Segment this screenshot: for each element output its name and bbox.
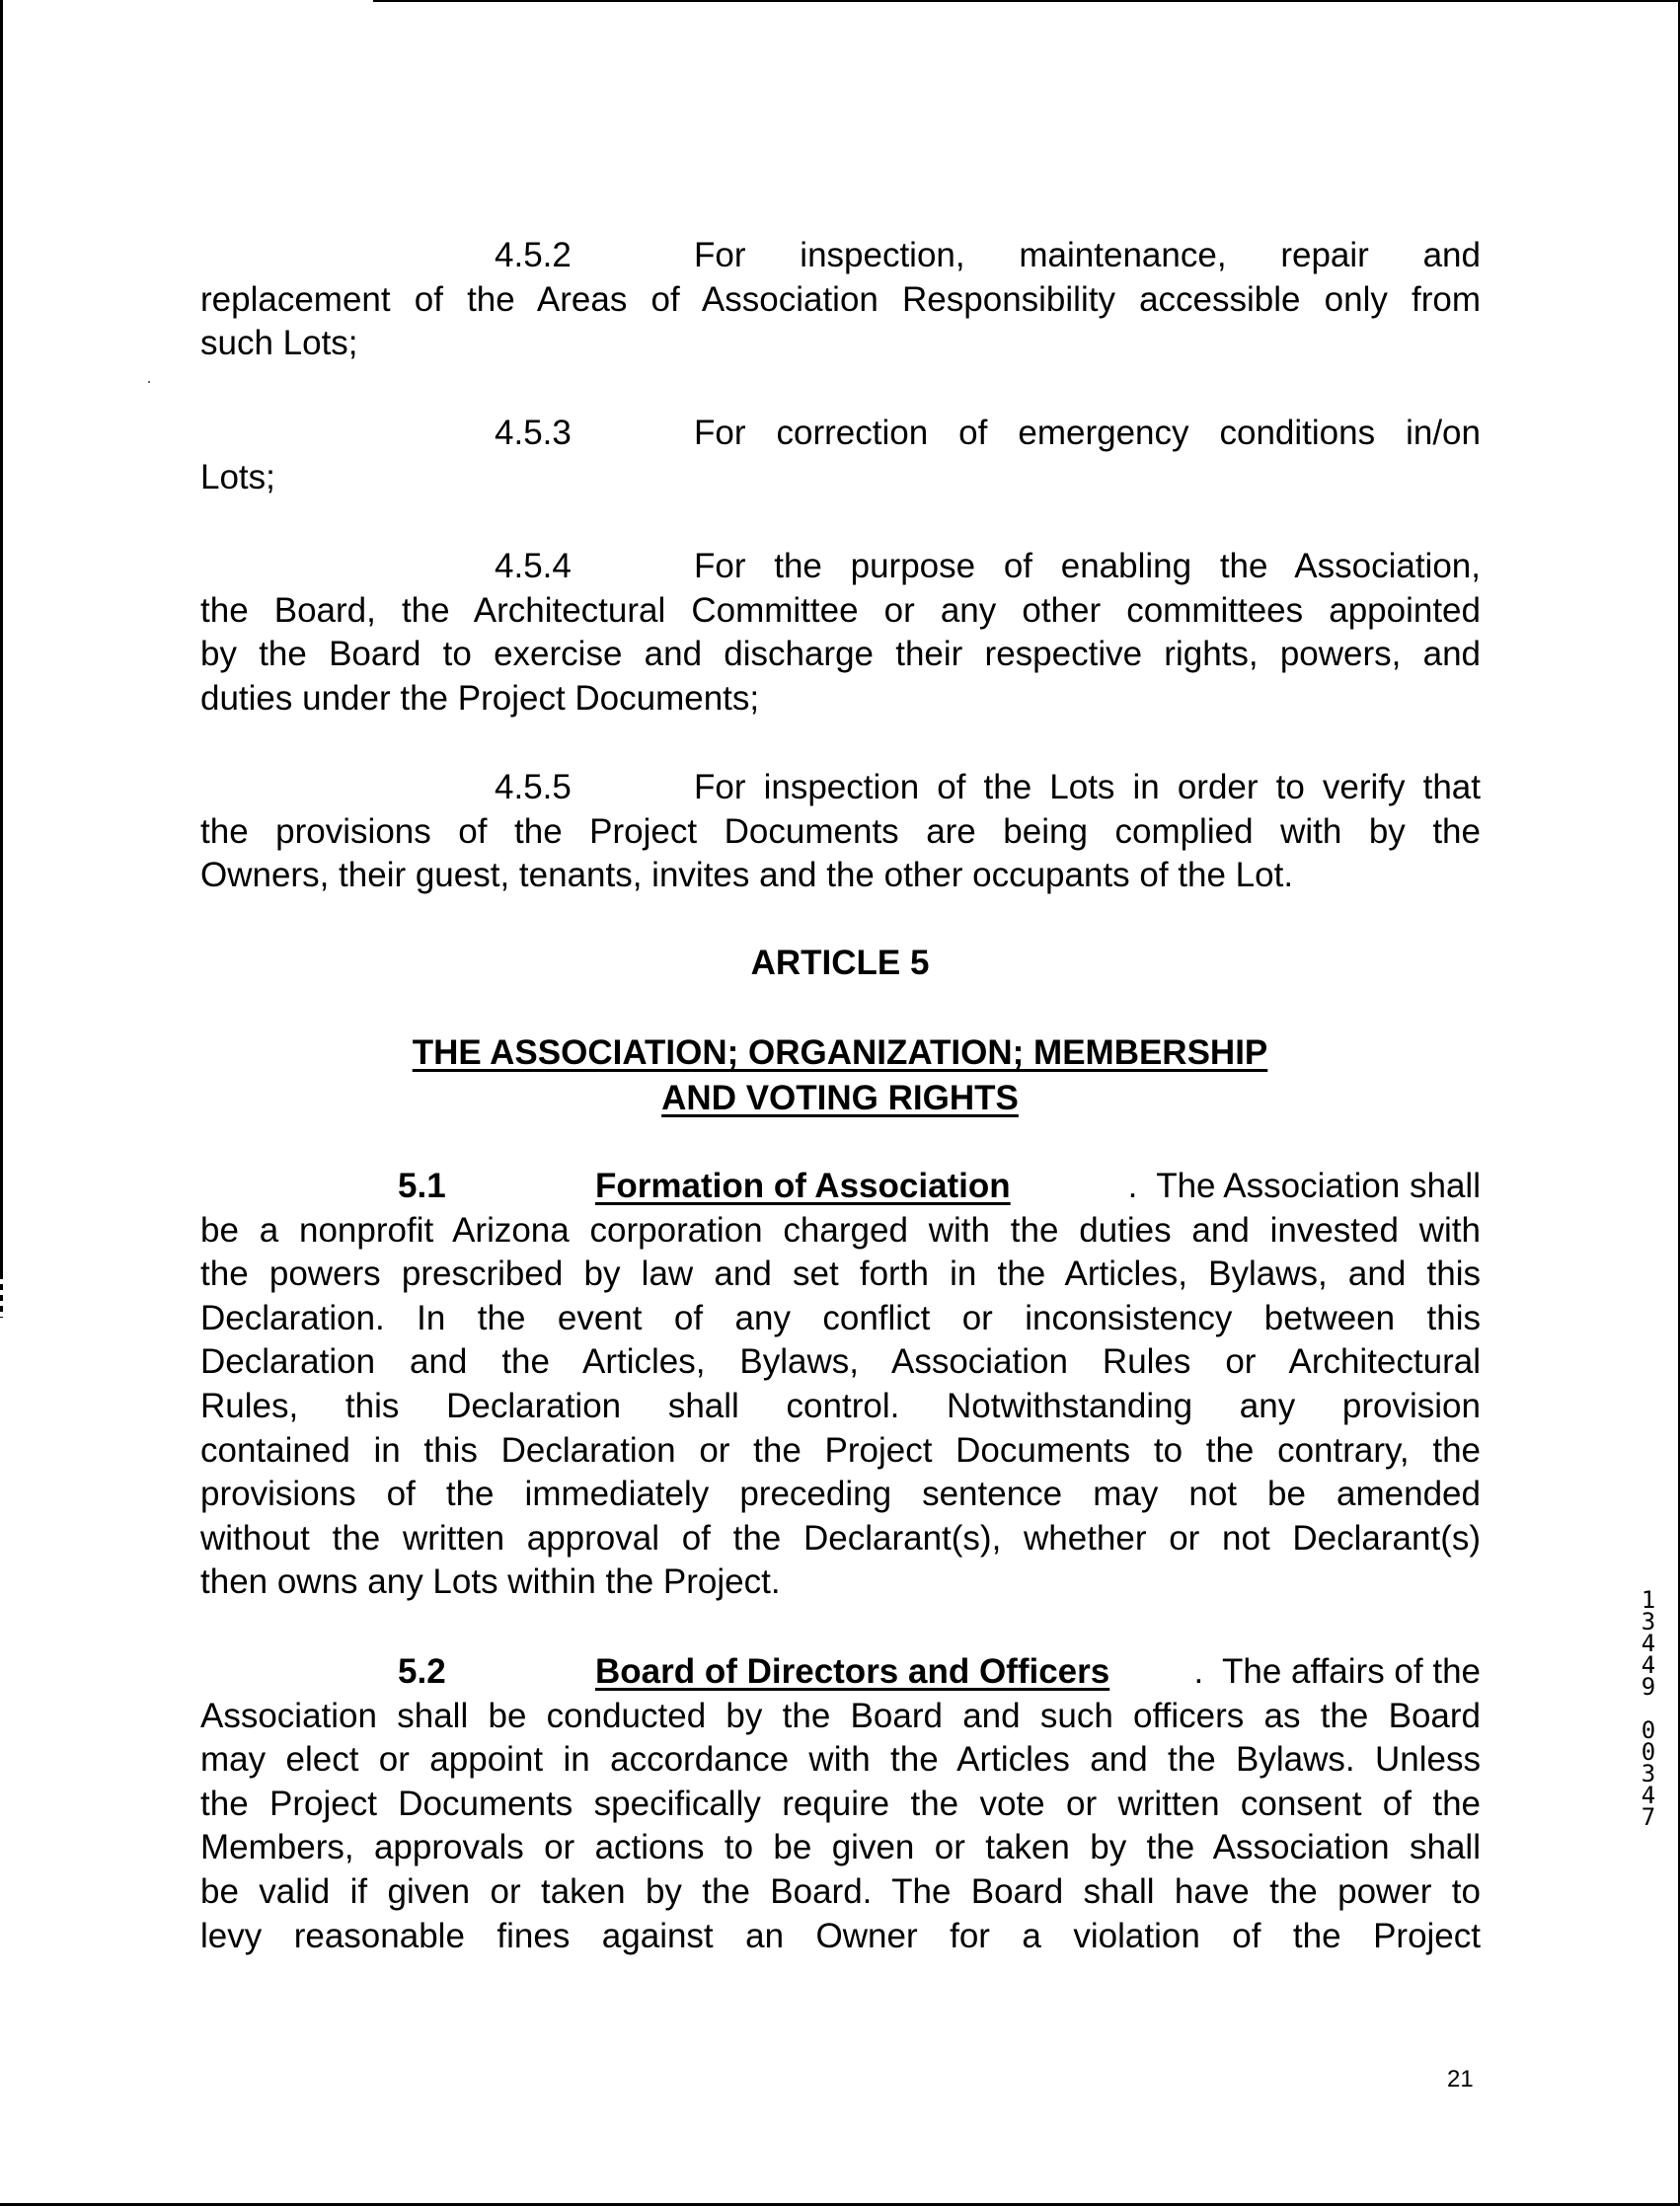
recording-number-stamp: [1637, 1586, 1660, 1831]
article-heading-line-2: AND VOTING RIGHTS: [661, 1079, 1019, 1117]
section-first-line: For inspection, maintenance, repair and: [694, 236, 1481, 274]
stamp-digit: 0: [1641, 1738, 1656, 1766]
stamp-digit: 1: [1641, 1586, 1656, 1614]
section-line: Members, approvals or actions to be given or taken by the Association shall: [200, 1828, 1481, 1867]
section-line: by the Board to exercise and discharge their respective rights, powers, and: [200, 635, 1481, 674]
section-5-2: [200, 1650, 1481, 1958]
section-number: 4.5.3: [495, 414, 572, 452]
stamp-digit: 0: [1641, 1716, 1656, 1744]
section-line: Declaration. In the event of any conflict or inconsistency between this: [200, 1298, 1481, 1337]
section-first-line-rest: . The affairs of the: [1193, 1652, 1481, 1691]
article-heading: [0, 1030, 1680, 1121]
section-4-5-4: [200, 545, 1481, 721]
section-first-line-rest: . The Association shall: [1127, 1167, 1481, 1205]
section-number: 4.5.5: [495, 768, 572, 806]
section-first-line: For the purpose of enabling the Association,: [694, 547, 1481, 585]
section-number: 5.1: [398, 1167, 446, 1205]
section-4-5-2: [200, 234, 1481, 366]
section-line: be a nonprofit Arizona corporation charged with the duties and invested with: [200, 1210, 1481, 1250]
section-number: 5.2: [398, 1652, 446, 1691]
stamp-digit: 3: [1641, 1608, 1656, 1635]
section-line: may elect or appoint in accordance with the Articles and the Bylaws. Unless: [200, 1740, 1481, 1780]
article-title: ARTICLE 5: [750, 944, 930, 982]
stamp-digit: 9: [1641, 1673, 1656, 1701]
section-line: be valid if given or taken by the Board. The Board shall have the power to: [200, 1871, 1481, 1911]
section-line: the powers prescribed by law and set forth in the Articles, Bylaws, and this: [200, 1255, 1481, 1294]
section-line: levy reasonable fines against an Owner for a violation of the Project: [200, 1916, 1481, 1955]
section-last-line: such Lots;: [200, 324, 358, 363]
stamp-digit: 4: [1641, 1782, 1656, 1809]
scan-border-top: [373, 0, 1680, 2]
section-line: contained in this Declaration or the Project Documents to the contrary, the: [200, 1430, 1481, 1470]
page-number: 21: [1447, 2066, 1474, 2092]
scan-border-left-dashes: [0, 1273, 3, 1318]
section-last-line: Lots;: [200, 457, 275, 496]
section-line: without the written approval of the Declarant(s), whether or not Declarant(s): [200, 1518, 1481, 1558]
section-4-5-3: [200, 412, 1481, 499]
section-line: Rules, this Declaration shall control. Notwithstanding any provision: [200, 1386, 1481, 1425]
section-line: the Project Documents specifically require the vote or written consent of the: [200, 1784, 1481, 1823]
section-line: Association shall be conducted by the Board and such officers as the Board: [200, 1696, 1481, 1735]
section-title: Formation of Association: [595, 1167, 1011, 1205]
section-line: replacement of the Areas of Association Responsibility accessible only from: [200, 279, 1481, 319]
article-heading-line-1: THE ASSOCIATION; ORGANIZATION; MEMBERSHIP: [412, 1033, 1268, 1072]
section-number: 4.5.4: [495, 547, 572, 585]
section-last-line: then owns any Lots within the Project.: [200, 1562, 781, 1602]
section-last-line: Owners, their guest, tenants, invites and the other occupants of the Lot.: [200, 856, 1294, 895]
stamp-digit: 7: [1641, 1803, 1656, 1831]
section-line: the Board, the Architectural Committee or any other committees appointed: [200, 590, 1481, 630]
stamp-digit: 3: [1641, 1760, 1656, 1788]
section-4-5-5: [200, 766, 1481, 898]
section-5-1: [200, 1165, 1481, 1605]
section-line: Declaration and the Articles, Bylaws, Association Rules or Architectural: [200, 1342, 1481, 1382]
section-number: 4.5.2: [495, 236, 572, 274]
section-first-line: For correction of emergency conditions in/on: [694, 414, 1481, 452]
stamp-digit: 4: [1641, 1630, 1656, 1657]
section-first-line: For inspection of the Lots in order to verify that: [694, 768, 1481, 806]
section-last-line: duties under the Project Documents;: [200, 678, 760, 718]
scan-speck: [148, 381, 150, 383]
stamp-digit: 4: [1641, 1651, 1656, 1679]
section-title: Board of Directors and Officers: [595, 1652, 1110, 1691]
section-line: provisions of the immediately preceding sentence may not be amended: [200, 1475, 1481, 1514]
section-line: the provisions of the Project Documents are being complied with by the: [200, 811, 1481, 851]
